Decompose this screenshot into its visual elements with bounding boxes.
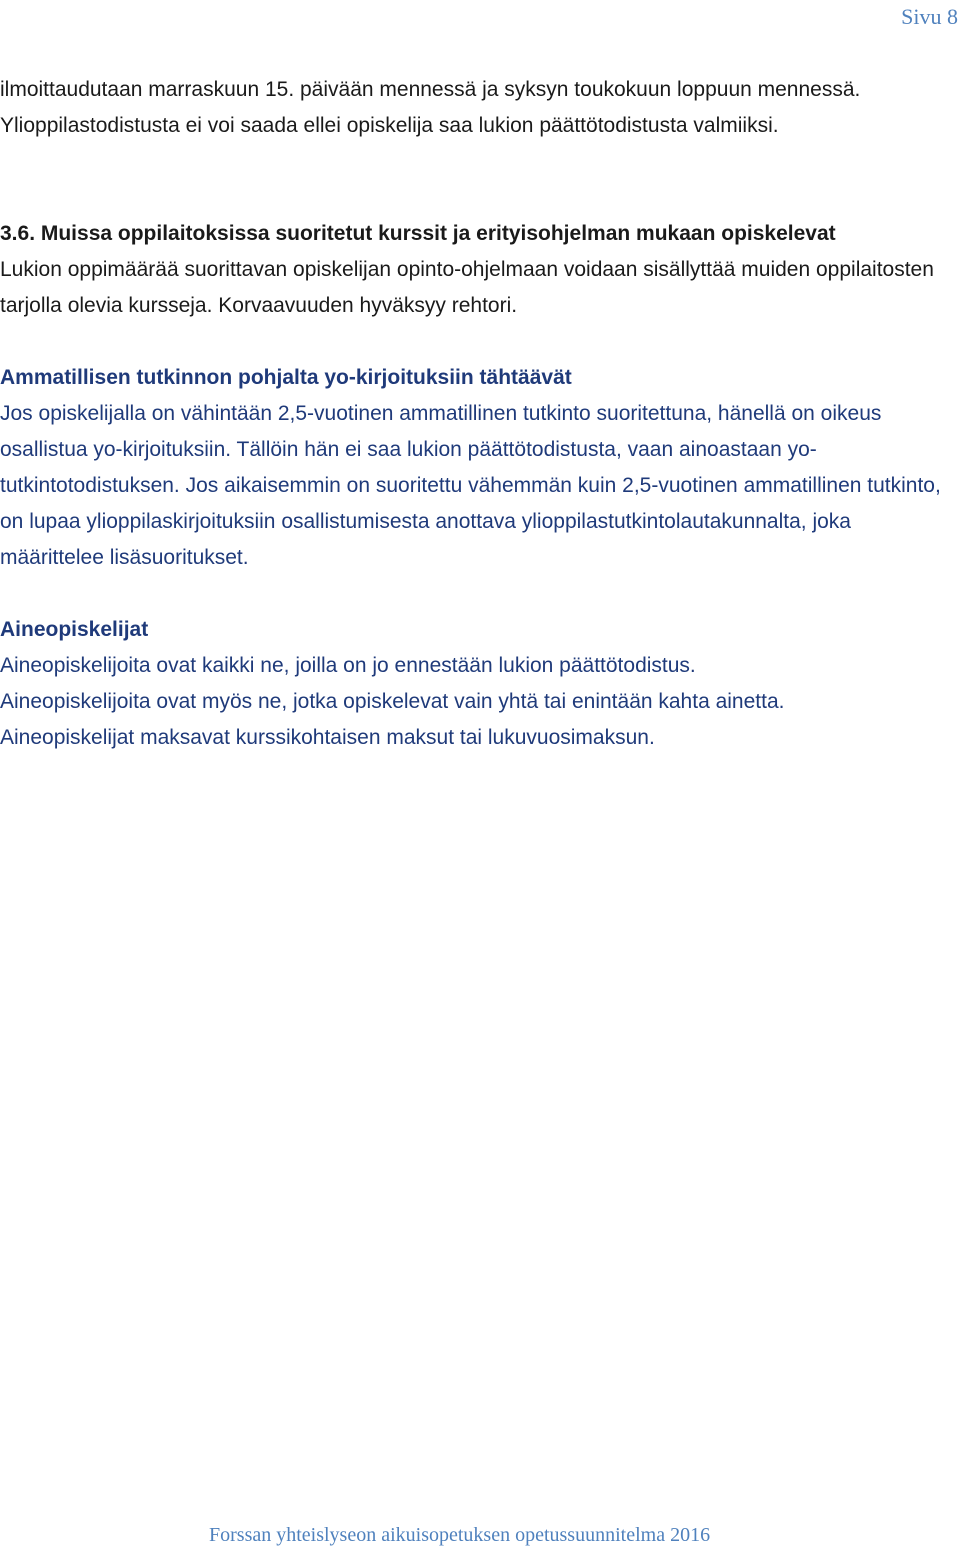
vocational-body-part1: Jos opiskelijalla on vähintään 2,5-vuotinen ammatillinen tutkinto suoritettuna, hänellä on oikeus osallistua yo-kirjoituksiin. Tällöin hän ei saa lukion päättötodistusta, vaan ainoastaan yo-tutkintotodistuksen. (0, 402, 882, 497)
spacer (0, 576, 958, 612)
intro-paragraph: Ylioppilastodistusta ei voi saada ellei opiskelija saa lukion päättötodistusta valmiiksi. (0, 114, 779, 137)
section-3-6-heading: 3.6. Muissa oppilaitoksissa suoritetut kurssit ja erityisohjelman mukaan opiskelevat (0, 222, 836, 245)
section-3-6-body: Lukion oppimäärää suorittavan opiskelijan opinto-ohjelmaan voidaan sisällyttää muiden oppilaitosten tarjolla olevia kursseja. Korvaavuuden hyväksyy rehtori. (0, 258, 934, 317)
vocational-heading: Ammatillisen tutkinnon pohjalta yo-kirjoituksiin tähtäävät (0, 366, 572, 389)
spacer (0, 144, 958, 180)
page-footer: Forssan yhteislyseon aikuisopetuksen opetussuunnitelma 2016 (209, 1524, 711, 1546)
page-number: Sivu 8 (901, 4, 958, 29)
intro-paragraph: ilmoittaudutaan marraskuun 15. päivään mennessä ja syksyn toukokuun loppuun mennessä. (0, 78, 861, 101)
subject-students-heading: Aineopiskelijat (0, 618, 149, 641)
vocational-body (0, 396, 958, 576)
subject-students-line: Aineopiskelijat maksavat kurssikohtaisen maksut tai lukuvuosimaksun. (0, 726, 655, 749)
document-body (0, 72, 958, 756)
subject-students-line: Aineopiskelijoita ovat myös ne, jotka opiskelevat vain yhtä tai enintään kahta ainetta. (0, 690, 785, 713)
spacer (0, 324, 958, 360)
subject-students-line: Aineopiskelijoita ovat kaikki ne, joilla on jo ennestään lukion päättötodistus. (0, 654, 696, 677)
spacer (0, 180, 958, 216)
vocational-body-part2: Jos aikaisemmin on suoritettu vähemmän kuin 2,5-vuotinen ammatillinen tutkinto, on lupaa ylioppilaskirjoituksiin osallistumisesta anottava ylioppilastutkintolautakunnalta, joka määrittelee lisäsuoritukset. (0, 474, 941, 569)
